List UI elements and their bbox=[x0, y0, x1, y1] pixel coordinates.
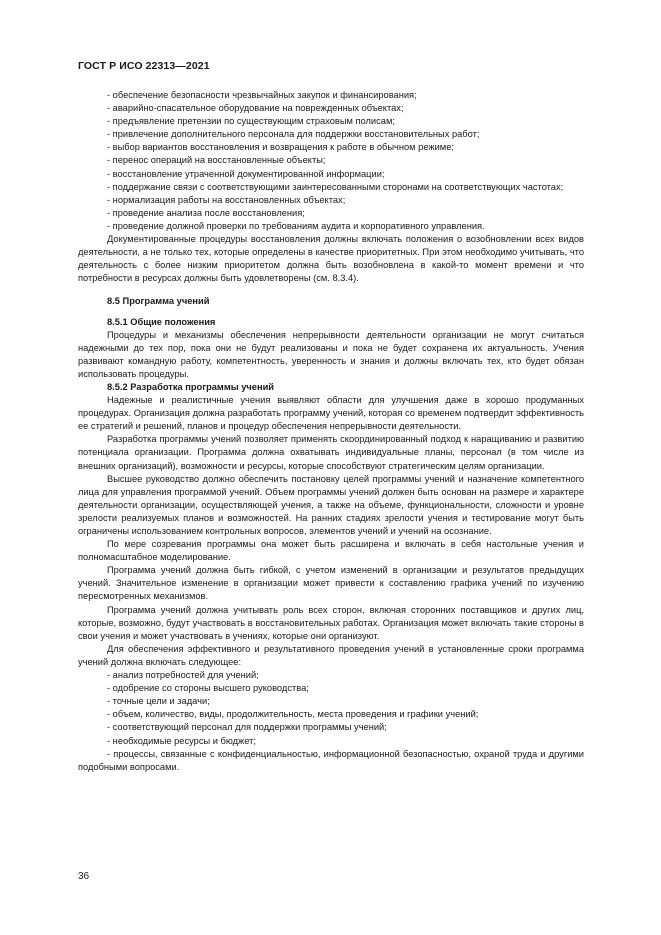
list-item: - аварийно-спасательное оборудование на поврежденных объектах; bbox=[107, 103, 404, 114]
document-code-header: ГОСТ Р ИСО 22313—2021 bbox=[78, 60, 210, 72]
list-item: - нормализация работы на восстановленных объектах; bbox=[107, 194, 346, 205]
list-item: - восстановление утраченной документированной информации; bbox=[107, 168, 385, 179]
section-8-5-2-heading: 8.5.2 Разработка программы учений bbox=[107, 381, 274, 392]
list-item: - объем, количество, виды, продолжительность, места проведения и графики учений; bbox=[107, 709, 479, 720]
list-item: - выбор вариантов восстановления и возвращения к работе в обычном режиме; bbox=[107, 142, 454, 153]
list-item: - проведение анализа после восстановления; bbox=[107, 207, 305, 218]
list-item: - проведение должной проверки по требованиям аудита и корпоративного управления. bbox=[107, 220, 485, 231]
paragraph-restoration-procedures: Документированные процедуры восстановления должны включать положения о возобновлении всех видов деятельности, а не только тех, которые определены в качестве приоритетных. При этом необходимо учитывать, что деятельность с более низким приоритетом должна быть возобновлена в какой-то момент времени и что потребности в ресурсах должны быть удовлетворены (см. 8.3.4). bbox=[78, 234, 584, 284]
paragraph: По мере созревания программы она может быть расширена и включать в себя настольные учения и полномасштабное моделирование. bbox=[78, 539, 584, 563]
paragraph: Для обеспечения эффективного и результативного проведения учений в установленные сроки программа учений должна включать следующее: bbox=[78, 643, 584, 667]
paragraph-general-provisions: Процедуры и механизмы обеспечения непрерывности деятельности организации не могут считаться надежными до тех пор, пока они не будут реализованы и пока не будет сохранена их актуальность. Учения развивают командную работу, компетентность, уверенность и знания и должны включать тех, кто будет обязан использовать процедуры. bbox=[78, 329, 584, 379]
paragraph: Высшее руководство должно обеспечить постановку целей программы учений и назначение компетентного лица для управления программой учений. Объем программы учений должен быть основан на размере и характере деятельности организации, осуществляющей учения, а также на объеме, функциональности, сложности и уровне зрелости реализуемых планов и возможностей. На ранних стадиях зрелости учения и тестирование могут быть ограничены использованием контрольных вопросов, элементов учений и учений на осознание. bbox=[78, 473, 584, 536]
list-item: - обеспечение безопасности чрезвычайных закупок и финансирования; bbox=[107, 90, 417, 100]
list-item: - поддержание связи с соответствующими заинтересованными сторонами на соответствующих частотах; bbox=[107, 181, 564, 192]
list-item: - точные цели и задачи; bbox=[107, 696, 210, 707]
list-item: - процессы, связанные с конфиденциальностью, информационной безопасностью, охраной труда и другими подобными вопросами. bbox=[78, 748, 584, 772]
list-item: - анализ потребностей для учений; bbox=[107, 670, 259, 681]
exercise-program-contents-list bbox=[78, 669, 584, 774]
list-item: - предъявление претензии по существующим страховым полисам; bbox=[107, 116, 395, 127]
list-item: - привлечение дополнительного персонала для поддержки восстановительных работ; bbox=[107, 129, 480, 140]
list-item: - необходимые ресурсы и бюджет; bbox=[107, 735, 256, 746]
list-item: - перенос операций на восстановленные объекты; bbox=[107, 155, 326, 166]
section-8-5-1-heading: 8.5.1 Общие положения bbox=[107, 316, 216, 327]
section-8-5-heading: 8.5 Программа учений bbox=[107, 296, 210, 307]
list-item: - одобрение со стороны высшего руководства; bbox=[107, 683, 309, 694]
document-body bbox=[78, 89, 584, 774]
paragraph: Разработка программы учений позволяет применять скоординированный подход к наращиванию и развитию потенциала организации. Программа должна охватывать индивидуальные планы, персонал (в том числе из внешних организаций), возможности и ресурсы, которые способствуют стратегическим целям организации. bbox=[78, 434, 584, 471]
list-item: - соответствующий персонал для поддержки программы учений; bbox=[107, 722, 387, 733]
paragraph: Надежные и реалистичные учения выявляют области для улучшения даже в хорошо продуманных процедурах. Организация должна разработать программу учений, которая со временем подтвердит эффективность ее стратегий и решений, планов и процедур обеспечения непрерывности деятельности. bbox=[78, 395, 584, 432]
page-number: 36 bbox=[78, 871, 90, 882]
paragraph: Программа учений должна учитывать роль всех сторон, включая сторонних поставщиков и других лиц, которые, возможно, будут участвовать в восстановительных работах. Организация может включать такие стороны в свои учения и может участвовать в учениях, которые они организуют. bbox=[78, 604, 584, 641]
recovery-activities-list bbox=[78, 89, 584, 233]
paragraph: Программа учений должна быть гибкой, с учетом изменений в организации и результатов предыдущих учений. Значительное изменение в организации может привести к составлению графика учений по изучению пересмотренных механизмов. bbox=[78, 565, 584, 602]
